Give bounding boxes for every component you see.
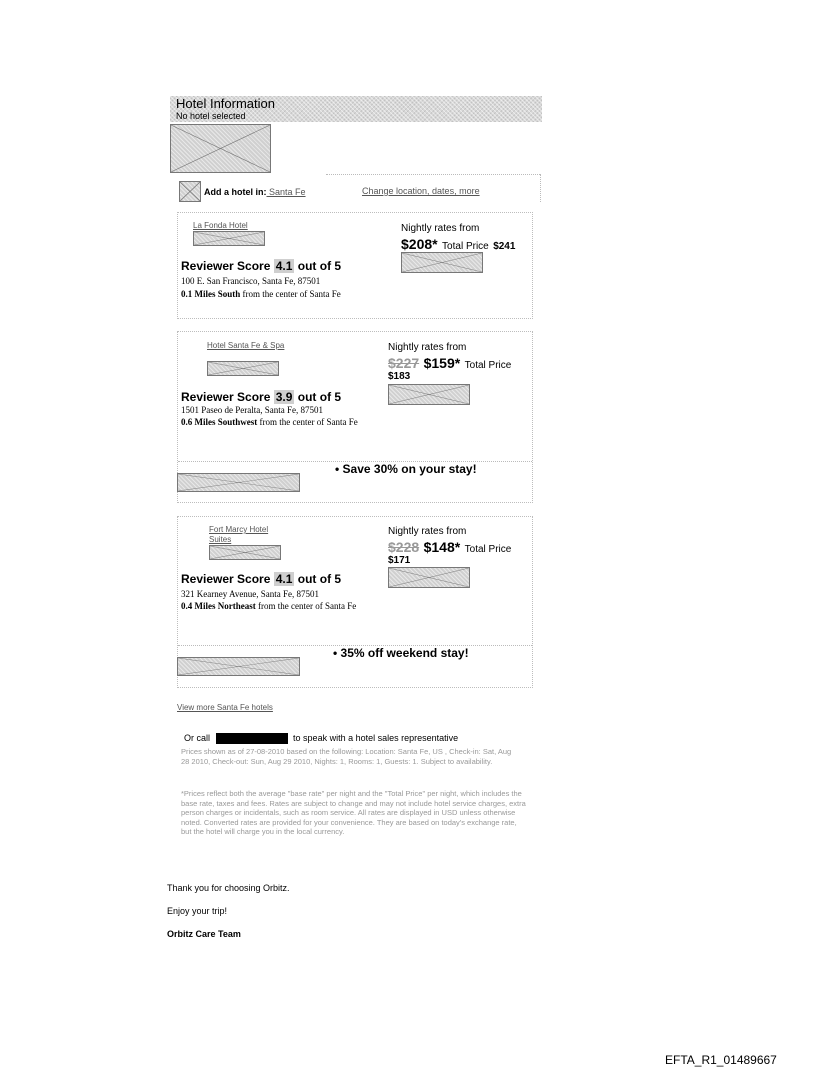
header-subtitle: No hotel selected (176, 111, 246, 121)
reviewer-score-suffix: out of 5 (297, 390, 342, 404)
nightly-rates-label: Nightly rates from (388, 526, 467, 537)
document-id: EFTA_R1_01489667 (665, 1053, 777, 1067)
total-price: $171 (388, 555, 411, 566)
search-row-border-top (326, 174, 540, 175)
thanks-text: Thank you for choosing Orbitz. (167, 883, 290, 893)
distance-value: 0.4 Miles Northeast (181, 601, 256, 611)
nightly-price: $148* (423, 539, 461, 555)
enjoy-text: Enjoy your trip! (167, 906, 228, 916)
total-price-label: Total Price (442, 241, 489, 252)
reviewer-score-value: 3.9 (275, 390, 293, 404)
promo-label: Save 30% on your stay! (342, 462, 477, 476)
total-price-label: Total Price (464, 544, 512, 555)
hotel-address: 100 E. San Francisco, Santa Fe, 87501 (181, 276, 321, 286)
reviewer-score-label: Reviewer Score (181, 259, 271, 273)
promo-text (333, 646, 469, 660)
call-prefix: Or call (184, 733, 211, 743)
distance-suffix: from the center of Santa Fe (259, 417, 358, 427)
hotel-name-link[interactable]: Fort Marcy Hotel Suites (209, 525, 269, 544)
add-hotel-icon (179, 181, 201, 202)
hotel-name-link[interactable]: Hotel Santa Fe & Spa (207, 341, 285, 350)
header-image-placeholder (170, 124, 271, 173)
nightly-price: $208* (401, 236, 438, 252)
reviewer-score-suffix: out of 5 (297, 259, 342, 273)
hotel-distance (181, 417, 376, 428)
search-row-border-right (540, 174, 541, 202)
book-button-placeholder[interactable] (401, 252, 483, 273)
promo-image-placeholder[interactable] (177, 473, 300, 492)
hotel-image-placeholder[interactable] (193, 231, 265, 246)
distance-value: 0.6 Miles Southwest (181, 417, 258, 427)
reviewer-score-value: 4.1 (275, 572, 293, 586)
nightly-rates-label: Nightly rates from (388, 342, 467, 353)
promo-image-placeholder[interactable] (177, 657, 300, 676)
reviewer-score (181, 572, 341, 586)
total-price: $241 (493, 241, 516, 252)
bullet-icon: • (335, 462, 343, 476)
header-title: Hotel Information (176, 96, 275, 111)
reviewer-score (181, 390, 341, 404)
reviewer-score-suffix: out of 5 (297, 572, 342, 586)
promo-text (335, 462, 477, 476)
prices-shown-note: Prices shown as of 27-08-2010 based on the following: Location: Santa Fe, US , Check-in: Sat, Aug 28 2010, Check-out: Sun, Aug 29 2010, Nights: 1, Rooms: 1, Guests: 1. Subject to availability. (181, 747, 512, 766)
reviewer-score-label: Reviewer Score (181, 572, 271, 586)
location-link[interactable]: Santa Fe (266, 187, 306, 197)
reviewer-score-label: Reviewer Score (181, 390, 271, 404)
hotel-distance (181, 289, 376, 300)
book-button-placeholder[interactable] (388, 384, 470, 405)
book-button-placeholder[interactable] (388, 567, 470, 588)
total-price-label: Total Price (464, 360, 512, 371)
prices-reflect-note: *Prices reflect both the average "base rate" per night and the "Total Price" per night, which includes the base rate, taxes and fees. Rates are subject to change and may not include hotel service charges, extra person charges or incidentals, such as room service. All rates are displayed in USD unless otherwise noted. Converted rates are provided for your convenience. They are based on today's exchange rate, but the hotel will charge you in the local currency. (181, 789, 526, 836)
nightly-rates-label: Nightly rates from (401, 223, 480, 234)
old-price: $227 (388, 355, 420, 371)
distance-value: 0.1 Miles South (181, 289, 241, 299)
reviewer-score (181, 259, 341, 273)
old-price: $228 (388, 539, 420, 555)
reviewer-score-value: 4.1 (275, 259, 293, 273)
change-location-link[interactable]: Change location, dates, more (362, 186, 480, 196)
team-signature: Orbitz Care Team (167, 929, 241, 939)
total-price: $183 (388, 371, 411, 382)
hotel-address: 1501 Paseo de Peralta, Santa Fe, 87501 (181, 405, 323, 415)
promo-label: 35% off weekend stay! (340, 646, 469, 660)
hotel-distance (181, 601, 376, 612)
hotel-image-placeholder[interactable] (207, 361, 279, 376)
nightly-price: $159* (423, 355, 461, 371)
distance-suffix: from the center of Santa Fe (242, 289, 341, 299)
call-suffix: to speak with a hotel sales representative (293, 733, 459, 743)
view-more-link[interactable]: View more Santa Fe hotels (177, 703, 273, 712)
redacted-phone (216, 733, 288, 744)
add-hotel-label (204, 187, 306, 197)
call-line (184, 733, 458, 744)
hotel-address: 321 Kearney Avenue, Santa Fe, 87501 (181, 589, 320, 599)
bullet-icon: • (333, 646, 341, 660)
distance-suffix: from the center of Santa Fe (257, 601, 357, 611)
add-hotel-text: Add a hotel in: (204, 187, 267, 197)
hotel-image-placeholder[interactable] (209, 545, 281, 560)
hotel-name-link[interactable]: La Fonda Hotel (193, 221, 248, 230)
